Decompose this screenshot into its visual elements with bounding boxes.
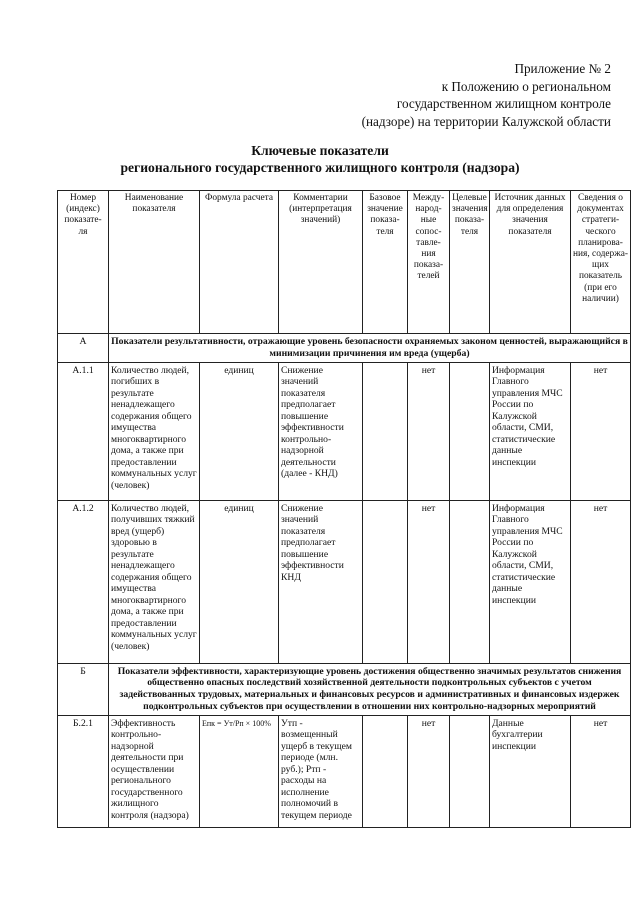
indicator-name: Количество людей, погибших в результате ненадлежащего содержания общего имущества многоквартирного дома, а также при предоставлении коммунальных услуг (человек) bbox=[109, 362, 200, 500]
appendix-line: к Положению о региональном bbox=[441, 78, 611, 94]
indicator-comment: Снижение значений показателя предполагает повышение эффективности КНД bbox=[279, 500, 363, 663]
section-title: Показатели эффективности, характеризующие уровень достижения общественно значимых результатов снижения общественно опасных последствий хозяйственной деятельности подконтрольных субъектов с учетом задействованных трудовых, материальных и финансовых ресурсов и административных и финансовых издержек подконтрольных субъектов при осуществлении в отношении них контрольно-надзорных мероприятий bbox=[109, 663, 631, 715]
table-row bbox=[58, 362, 631, 500]
indicator-formula: единиц bbox=[200, 362, 279, 500]
header-cell: Комментарии (интерпретация значений) bbox=[279, 191, 363, 334]
table-row bbox=[58, 500, 631, 663]
strategic-docs: нет bbox=[571, 500, 631, 663]
target-value bbox=[450, 362, 490, 500]
indicators-table bbox=[57, 190, 631, 828]
data-source: Информация Главного управления МЧС России по Калужской области, СМИ, статистические данные инспекции bbox=[490, 362, 571, 500]
header-cell: Источник данных для определения значения показателя bbox=[490, 191, 571, 334]
section-row-b bbox=[58, 663, 631, 715]
base-value bbox=[363, 715, 408, 827]
header-cell: Базовое значение показа-теля bbox=[363, 191, 408, 334]
intl-comparison: нет bbox=[408, 715, 450, 827]
intl-comparison: нет bbox=[408, 500, 450, 663]
row-index: А.1.2 bbox=[58, 500, 109, 663]
section-index: Б bbox=[58, 663, 109, 715]
header-cell: Формула расчета bbox=[200, 191, 279, 334]
strategic-docs: нет bbox=[571, 362, 631, 500]
base-value bbox=[363, 500, 408, 663]
row-index: А.1.1 bbox=[58, 362, 109, 500]
intl-comparison: нет bbox=[408, 362, 450, 500]
document-title bbox=[0, 142, 640, 176]
indicator-formula: единиц bbox=[200, 500, 279, 663]
strategic-docs: нет bbox=[571, 715, 631, 827]
header-cell: Целевые значения показа-теля bbox=[450, 191, 490, 334]
header-cell: Сведения о документах стратеги-ческого планирова-ния, содержа-щих показатель (при его наличии) bbox=[571, 191, 631, 334]
base-value bbox=[363, 362, 408, 500]
section-index: А bbox=[58, 334, 109, 363]
table-header-row bbox=[58, 191, 631, 334]
title-line: Ключевые показатели bbox=[251, 143, 389, 158]
target-value bbox=[450, 715, 490, 827]
row-index: Б.2.1 bbox=[58, 715, 109, 827]
appendix-line: Приложение № 2 bbox=[514, 61, 611, 76]
section-title: Показатели результативности, отражающие уровень безопасности охраняемых законом ценностей, выражающийся в минимизации причинения им вреда (ущерба) bbox=[109, 334, 631, 363]
indicator-name: Эффективность контрольно-надзорной деятельности при осуществлении регионального государственного жилищного контроля (надзора) bbox=[109, 715, 200, 827]
indicator-comment: Утп - возмещенный ущерб в текущем периоде (млн. руб.); Ртп - расходы на исполнение полномочий в текущем периоде bbox=[279, 715, 363, 827]
indicator-name: Количество людей, получивших тяжкий вред (ущерб) здоровью в результате ненадлежащего содержания общего имущества многоквартирного дома, а также при предоставлении коммунальных услуг (человек) bbox=[109, 500, 200, 663]
header-cell: Номер (индекс) показате-ля bbox=[58, 191, 109, 334]
data-source: Информация Главного управления МЧС России по Калужской области, СМИ, статистические данные инспекции bbox=[490, 500, 571, 663]
appendix-header bbox=[271, 60, 611, 130]
target-value bbox=[450, 500, 490, 663]
header-cell: Между-народ-ные сопос-тавле-ния показа-телей bbox=[408, 191, 450, 334]
indicator-formula: Eпк = Ут/Рп × 100% bbox=[200, 715, 279, 827]
section-row-a bbox=[58, 334, 631, 363]
data-source: Данные бухгалтерии инспекции bbox=[490, 715, 571, 827]
title-line: регионального государственного жилищного контроля (надзора) bbox=[120, 160, 520, 175]
header-cell: Наименование показателя bbox=[109, 191, 200, 334]
appendix-line: государственном жилищном контроле bbox=[396, 96, 611, 111]
appendix-line: (надзоре) на территории Калужской области bbox=[361, 113, 611, 129]
table-row bbox=[58, 715, 631, 827]
indicator-comment: Снижение значений показателя предполагает повышение эффективности контрольно-надзорной деятельности (далее - КНД) bbox=[279, 362, 363, 500]
